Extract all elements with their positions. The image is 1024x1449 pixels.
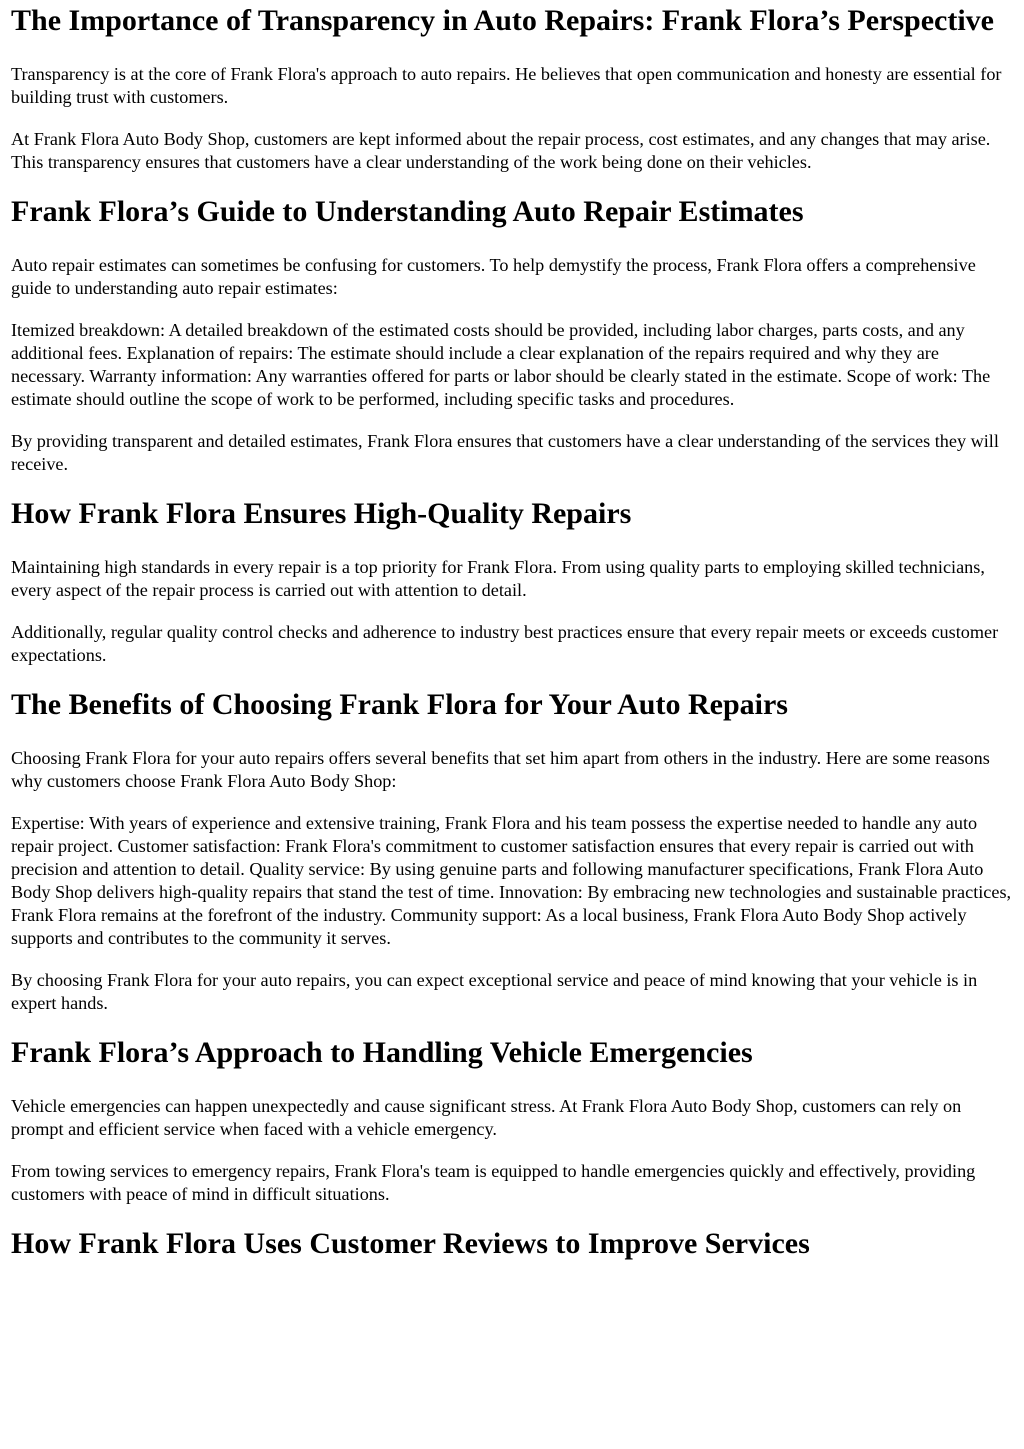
paragraph: Itemized breakdown: A detailed breakdown of the estimated costs should be provided, including labor charges, parts costs, and any additional fees. Explanation of repairs: The estimate should include a clear explanation of the repairs required and why they are necessary. Warranty information: Any warranties offered for parts or labor should be clearly stated in the estimate. Scope of work: The estimate should outline the scope of work to be performed, including specific tasks and procedures.	[11, 320, 991, 409]
paragraph: From towing services to emergency repairs, Frank Flora's team is equipped to handle emergencies quickly and effectively, providing customers with peace of mind in difficult situations.	[11, 1161, 976, 1204]
paragraph: By providing transparent and detailed estimates, Frank Flora ensures that customers have a clear understanding of the services they will receive.	[11, 431, 999, 474]
section-estimates-guide	[11, 194, 1013, 476]
section-heading: How Frank Flora Uses Customer Reviews to Improve Services	[11, 1227, 810, 1260]
paragraph: Choosing Frank Flora for your auto repairs offers several benefits that set him apart from others in the industry. Here are some reasons why customers choose Frank Flora Auto Body Shop:	[11, 748, 990, 791]
section-heading: Frank Flora’s Guide to Understanding Auto Repair Estimates	[11, 195, 804, 228]
paragraph: Maintaining high standards in every repair is a top priority for Frank Flora. From using quality parts to employing skilled technicians, every aspect of the repair process is carried out with attention to detail.	[11, 557, 985, 600]
section-heading: The Benefits of Choosing Frank Flora for Your Auto Repairs	[11, 688, 788, 721]
section-benefits	[11, 687, 1013, 1015]
section-heading: How Frank Flora Ensures High-Quality Repairs	[11, 497, 632, 530]
section-heading: The Importance of Transparency in Auto Repairs: Frank Flora’s Perspective	[11, 4, 994, 37]
paragraph: Expertise: With years of experience and extensive training, Frank Flora and his team possess the expertise needed to handle any auto repair project. Customer satisfaction: Frank Flora's commitment to customer satisfaction ensures that every repair is carried out with precision and attention to detail. Quality service: By using genuine parts and following manufacturer specifications, Frank Flora Auto Body Shop delivers high-quality repairs that stand the test of time. Innovation: By embracing new technologies and sustainable practices, Frank Flora remains at the forefront of the industry. Community support: As a local business, Frank Flora Auto Body Shop actively supports and contributes to the community it serves.	[11, 813, 1012, 948]
paragraph: Additionally, regular quality control checks and adherence to industry best practices ensure that every repair meets or exceeds customer expectations.	[11, 622, 999, 665]
section-heading: Frank Flora’s Approach to Handling Vehicle Emergencies	[11, 1036, 753, 1069]
paragraph: Vehicle emergencies can happen unexpectedly and cause significant stress. At Frank Flora Auto Body Shop, customers can rely on prompt and efficient service when faced with a vehicle emergency.	[11, 1096, 962, 1139]
paragraph: By choosing Frank Flora for your auto repairs, you can expect exceptional service and peace of mind knowing that your vehicle is in expert hands.	[11, 970, 978, 1013]
section-customer-reviews	[11, 1226, 1013, 1261]
section-vehicle-emergencies	[11, 1035, 1013, 1206]
paragraph: Transparency is at the core of Frank Flora's approach to auto repairs. He believes that open communication and honesty are essential for building trust with customers.	[11, 64, 1002, 107]
section-high-quality-repairs	[11, 496, 1013, 667]
article	[0, 3, 1024, 1261]
section-transparency	[11, 3, 1013, 174]
paragraph: At Frank Flora Auto Body Shop, customers are kept informed about the repair process, cost estimates, and any changes that may arise. This transparency ensures that customers have a clear understanding of the work being done on their vehicles.	[11, 129, 991, 172]
paragraph: Auto repair estimates can sometimes be confusing for customers. To help demystify the process, Frank Flora offers a comprehensive guide to understanding auto repair estimates:	[11, 255, 976, 298]
